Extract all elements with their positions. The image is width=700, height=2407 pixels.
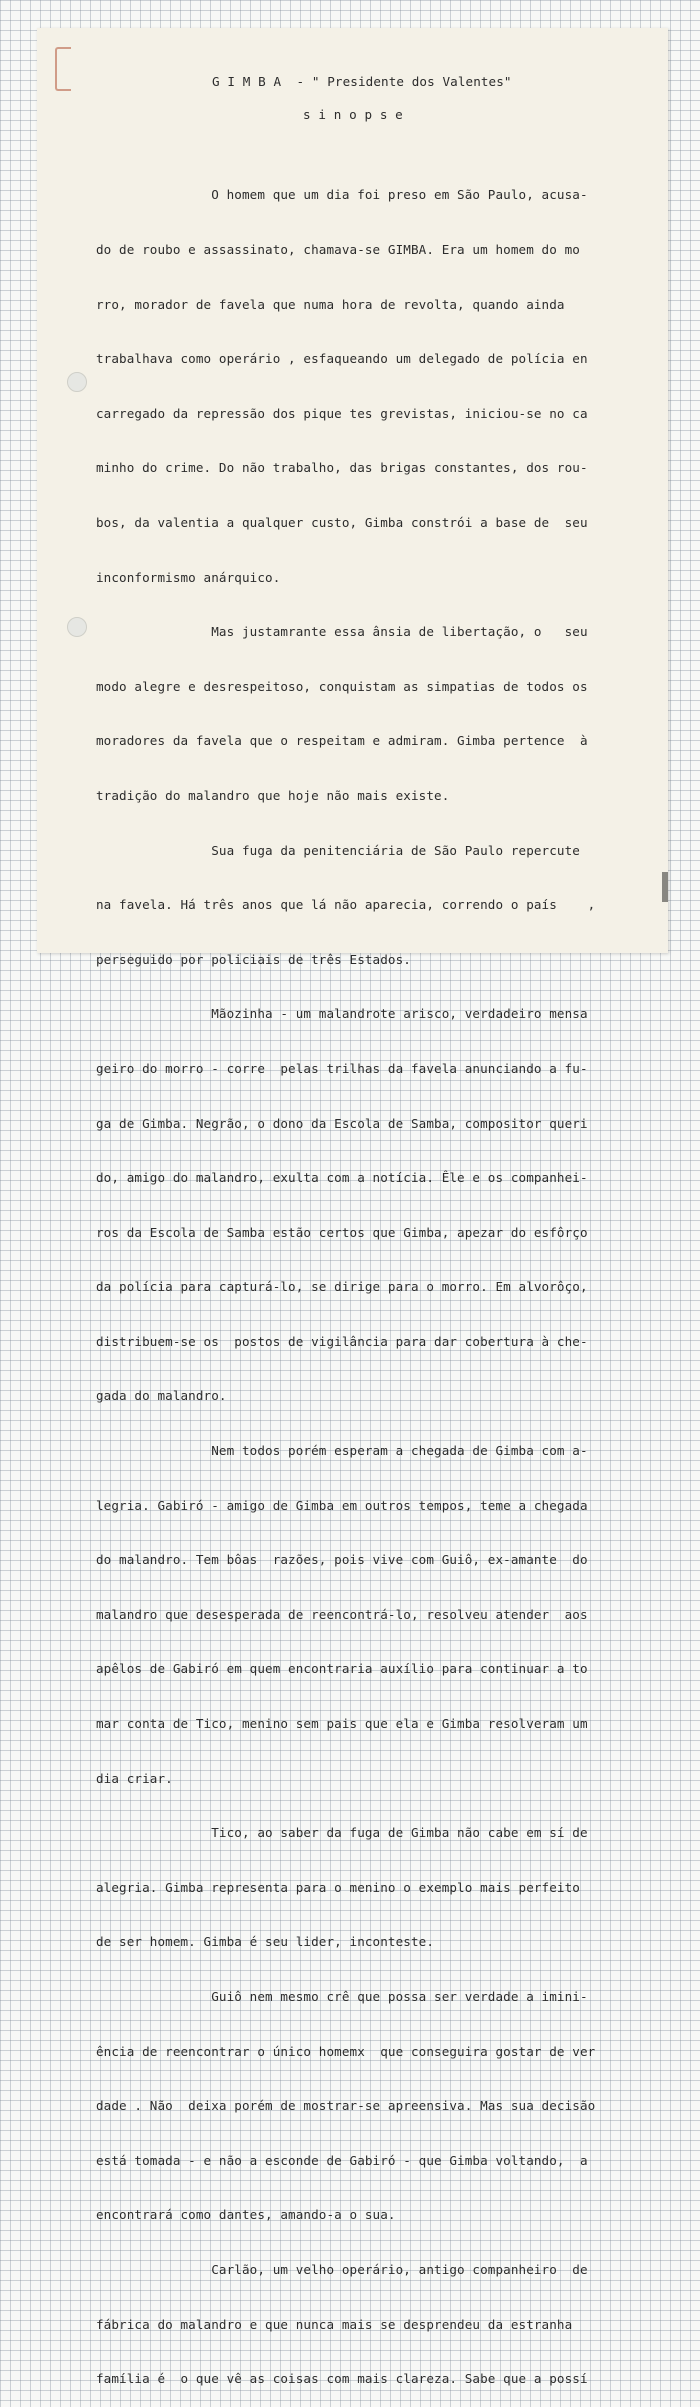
text-line: tradição do malandro que hoje não mais existe. [96, 787, 450, 803]
text-line: O homem que um dia foi preso em São Paulo, acusa- [96, 187, 588, 203]
text-line: inconformismo anárquico. [96, 569, 281, 585]
text-line: Mãozinha - um malandrote arisco, verdadeiro mensa [96, 1006, 588, 1022]
text-line: Carlão, um velho operário, antigo companheiro de [96, 2261, 588, 2277]
text-line: rro, morador de favela que numa hora de revolta, quando ainda [96, 296, 565, 312]
text-line: do, amigo do malandro, exulta com a notícia. Êle e os companhei- [96, 1170, 588, 1186]
text-line: Tico, ao saber da fuga de Gimba não cabe em sí de [96, 1825, 588, 1841]
text-line: da polícia para capturá-lo, se dirige para o morro. Em alvorôço, [96, 1279, 588, 1295]
text-line: distribuem-se os postos de vigilância para dar cobertura à che- [96, 1333, 588, 1349]
text-line: modo alegre e desrespeitoso, conquistam as simpatias de todos os [96, 678, 588, 694]
text-line: bos, da valentia a qualquer custo, Gimba constrói a base de seu [96, 514, 588, 530]
text-line: carregado da repressão dos pique tes grevistas, iniciou-se no ca [96, 405, 588, 421]
text-line: ga de Gimba. Negrão, o dono da Escola de Samba, compositor queri [96, 1115, 588, 1131]
text-line: alegria. Gimba representa para o menino o exemplo mais perfeito [96, 1879, 580, 1895]
text-line: dade . Não deixa porém de mostrar-se apreensiva. Mas sua decisão [96, 2098, 596, 2114]
text-line: na favela. Há três anos que lá não aparecia, correndo o país , [96, 897, 596, 913]
text-line: geiro do morro - corre pelas trilhas da favela anunciando a fu- [96, 1060, 588, 1076]
edge-mark [662, 872, 668, 902]
text-line: ros da Escola de Samba estão certos que Gimba, apezar do esfôrço [96, 1224, 588, 1240]
text-line: gada do malandro. [96, 1388, 227, 1404]
text-line: do de roubo e assassinato, chamava-se GIMBA. Era um homem do mo [96, 242, 580, 257]
text-line: está tomada - e não a esconde de Gabiró - que Gimba voltando, a [96, 2152, 588, 2168]
text-line: dia criar. [96, 1770, 173, 1786]
synopsis-body [96, 150, 595, 2407]
text-line: legria. Gabiró - amigo de Gimba em outros tempos, teme a chegada [96, 1497, 588, 1513]
text-line: moradores da favela que o respeitam e admiram. Gimba pertence à [96, 733, 588, 749]
text-line: perseguido por policiais de três Estados. [96, 951, 411, 967]
paper-clip-mark [55, 47, 71, 91]
punch-hole-bottom [67, 617, 87, 637]
punch-hole-top [67, 372, 87, 392]
text-line: mar conta de Tico, menino sem pais que ela e Gimba resolveram um [96, 1716, 588, 1732]
text-line: trabalhava como operário , esfaqueando um delegado de polícia en [96, 351, 588, 367]
document-title: G I M B A - " Presidente dos Valentes" [212, 74, 512, 89]
text-line: Nem todos porém esperam a chegada de Gimba com a- [96, 1443, 588, 1459]
text-line: ência de reencontrar o único homemx que conseguira gostar de ver [96, 2043, 596, 2059]
text-line: encontrará como dantes, amando-a o sua. [96, 2207, 396, 2223]
text-line: minho do crime. Do não trabalho, das brigas constantes, dos rou- [96, 460, 588, 476]
text-line: Guiô nem mesmo crê que possa ser verdade a imini- [96, 1989, 588, 2004]
text-line: família é o que vê as coisas com mais clareza. Sabe que a possí [96, 2371, 588, 2387]
text-line: Mas justamrante essa ânsia de libertação, o seu [96, 624, 588, 640]
text-line: apêlos de Gabiró em quem encontraria auxílio para continuar a to [96, 1661, 588, 1677]
text-line: do malandro. Tem bôas razões, pois vive com Guiô, ex-amante do [96, 1552, 588, 1568]
text-line: malandro que desesperada de reencontrá-lo, resolveu atender aos [96, 1606, 588, 1622]
text-line: Sua fuga da penitenciária de São Paulo repercute [96, 842, 580, 858]
text-line: de ser homem. Gimba é seu lider, inconteste. [96, 1934, 435, 1950]
text-line: fábrica do malandro e que nunca mais se desprendeu da estranha [96, 2316, 573, 2332]
document-subtitle: s i n o p s e [303, 107, 403, 122]
